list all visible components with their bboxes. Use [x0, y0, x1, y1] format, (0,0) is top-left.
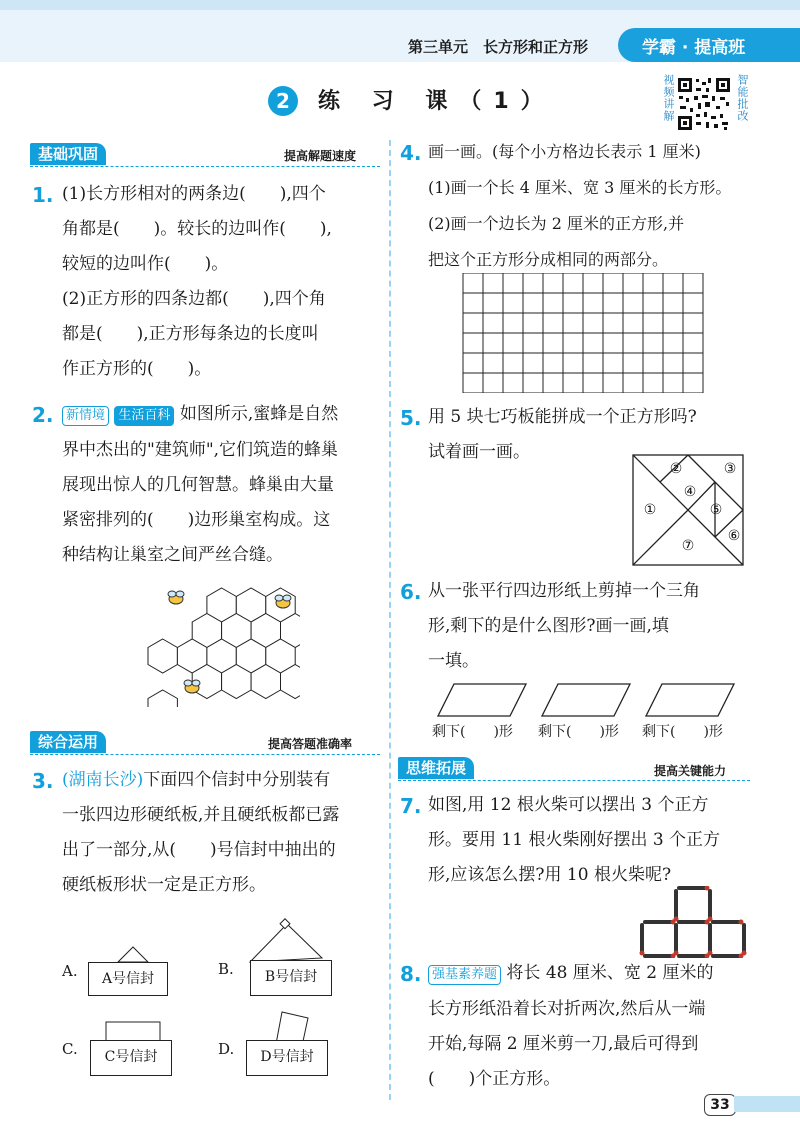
- q1-line: 作正方形的( )。: [62, 359, 212, 379]
- tangram-piece-5: ⑤: [709, 502, 723, 518]
- q1-line: (2)正方形的四条边都( ),四个角: [62, 289, 326, 309]
- q3-number: 3.: [32, 769, 54, 793]
- q6-line: 一填。: [428, 651, 479, 671]
- q6-line: 从一张平行四边形纸上剪掉一个三角: [428, 581, 700, 601]
- q6-parallelograms: [432, 680, 742, 720]
- q3-text: [62, 769, 339, 896]
- q7-text: [428, 794, 720, 886]
- q2-line: 紧密排列的( )边形巢室构成。这: [62, 510, 331, 530]
- matchstick-figure: [636, 886, 748, 958]
- q3-option-a-letter: A.: [62, 962, 78, 980]
- q3-envelope-c[interactable]: C号信封: [90, 1040, 172, 1076]
- match-head: [674, 951, 679, 956]
- match-head: [742, 951, 747, 956]
- q4-drawing-grid[interactable]: [462, 273, 714, 393]
- column-divider: [389, 140, 391, 1100]
- q7-line: 形。要用 11 根火柴刚好摆出 3 个正方: [428, 830, 721, 850]
- q4-number: 4.: [400, 141, 422, 165]
- section-basic-title: 基础巩固: [30, 143, 106, 165]
- page-number: 33: [704, 1094, 736, 1116]
- tangram-piece-1: ①: [643, 502, 657, 518]
- video-label: 视频讲解: [662, 74, 675, 122]
- q3-line: 下面四个信封中分别装有: [143, 770, 331, 790]
- q3-envelope-d[interactable]: D号信封: [246, 1040, 328, 1076]
- match-head: [708, 917, 713, 922]
- q7-line: 如图,用 12 根火柴可以摆出 3 个正方: [428, 795, 709, 815]
- q5-line: 试着画一画。: [428, 442, 530, 462]
- q4-line: 把这个正方形分成相同的两部分。: [428, 250, 669, 269]
- q7-line: 形,应该怎么摆?用 10 根火柴呢?: [428, 865, 672, 885]
- match-head: [674, 917, 679, 922]
- bee-icon: [168, 591, 184, 604]
- section-comprehensive-rule: [30, 754, 380, 756]
- q1-line: 都是( ),正方形每条边的长度叫: [62, 324, 319, 344]
- q8-number: 8.: [400, 962, 422, 986]
- q2-text: [62, 403, 338, 566]
- q4-text: [428, 141, 731, 271]
- tangram-piece-4: ④: [683, 484, 697, 500]
- q3-region-tag: (湖南长沙): [62, 770, 144, 790]
- q1-number: 1.: [32, 183, 54, 207]
- q5-line: 用 5 块七巧板能拼成一个正方形吗?: [428, 407, 697, 427]
- q6-blank-3[interactable]: 剩下( )形: [642, 724, 723, 740]
- q2-line: 展现出惊人的几何智慧。蜂巢由大量: [62, 475, 334, 495]
- q6-blank-1[interactable]: 剩下( )形: [432, 724, 513, 740]
- match-head: [708, 951, 713, 956]
- q3-line: 一张四边形硬纸板,并且硬纸板都已露: [62, 805, 340, 825]
- grading-label: 智能批改: [736, 74, 749, 122]
- section-comprehensive-subtitle: 提高答题准确率: [268, 737, 353, 751]
- q7-number: 7.: [400, 794, 422, 818]
- q4-line: 画一画。(每个小方格边长表示 1 厘米): [428, 142, 701, 161]
- tangram-piece-6: ⑥: [727, 528, 741, 544]
- q3-envelope-b[interactable]: B号信封: [250, 960, 332, 996]
- section-thinking-subtitle: 提高关键能力: [654, 764, 727, 778]
- tangram-figure: [630, 452, 746, 568]
- q6-line: 形,剩下的是什么图形?画一画,填: [428, 616, 669, 636]
- section-thinking-rule: [398, 780, 750, 782]
- q8-line: 长方形纸沿着长对折两次,然后从一端: [428, 999, 706, 1019]
- q8-text: [428, 962, 714, 1090]
- q3-envelope-a[interactable]: A号信封: [88, 962, 168, 996]
- section-comprehensive-title: 综合运用: [30, 731, 106, 753]
- q2-number: 2.: [32, 403, 54, 427]
- q8-line: 将长 48 厘米、宽 2 厘米的: [506, 963, 714, 983]
- q3-option-b-letter: B.: [218, 960, 234, 978]
- q2-tag-life: 生活百科: [114, 406, 174, 426]
- section-basic-rule: [30, 166, 380, 168]
- qr-code-icon[interactable]: [676, 76, 732, 132]
- q4-line: (2)画一个边长为 2 厘米的正方形,并: [428, 214, 685, 233]
- honeycomb-cell: [148, 639, 177, 673]
- match-head: [640, 951, 645, 956]
- match-head: [739, 920, 744, 925]
- page-number-bar: [734, 1096, 800, 1112]
- q1-line: (1)长方形相对的两条边( ),四个: [62, 184, 326, 204]
- q2-line: 种结构让巢室之间严丝合缝。: [62, 545, 283, 565]
- q3-option-d-letter: D.: [218, 1040, 235, 1058]
- q2-line: 界中杰出的"建筑师",它们筑造的蜂巢: [62, 440, 339, 460]
- section-basic-subtitle: 提高解题速度: [284, 149, 357, 163]
- q8-line: 开始,每隔 2 厘米剪一刀,最后可得到: [428, 1034, 699, 1054]
- q2-line: 如图所示,蜜蜂是自然: [179, 404, 339, 424]
- section-thinking-title: 思维拓展: [398, 757, 474, 779]
- q1-text: [62, 183, 332, 380]
- q6-number: 6.: [400, 580, 422, 604]
- unit-title: 第三单元 长方形和正方形: [408, 38, 589, 56]
- q4-line: (1)画一个长 4 厘米、宽 3 厘米的长方形。: [428, 178, 732, 197]
- q8-tag: 强基素养题: [428, 965, 501, 985]
- q3-line: 出了一部分,从( )号信封中抽出的: [62, 840, 336, 860]
- q5-number: 5.: [400, 406, 422, 430]
- q6-text: [428, 580, 700, 672]
- q3-line: 硬纸板形状一定是正方形。: [62, 875, 266, 895]
- bee-icon: [184, 680, 200, 693]
- tangram-piece-3: ③: [723, 461, 737, 477]
- q2-tag-new-context: 新情境: [62, 406, 109, 426]
- tangram-piece-2: ②: [669, 461, 683, 477]
- honeycomb-figure: [140, 585, 300, 707]
- q3-option-c-letter: C.: [62, 1040, 78, 1058]
- tangram-piece-7: ⑦: [681, 538, 695, 554]
- q1-line: 较短的边叫作( )。: [62, 254, 229, 274]
- lesson-title: 练 习 课（1）: [318, 89, 555, 114]
- q8-line: ( )个正方形。: [428, 1069, 561, 1089]
- q6-blank-2[interactable]: 剩下( )形: [538, 724, 619, 740]
- brand-badge: 学霸 · 提高班: [618, 28, 800, 62]
- lesson-number-badge: 2: [268, 86, 298, 116]
- q1-line: 角都是( )。较长的边叫作( ),: [62, 219, 332, 239]
- bee-icon: [275, 595, 291, 608]
- honeycomb-cell: [148, 690, 177, 707]
